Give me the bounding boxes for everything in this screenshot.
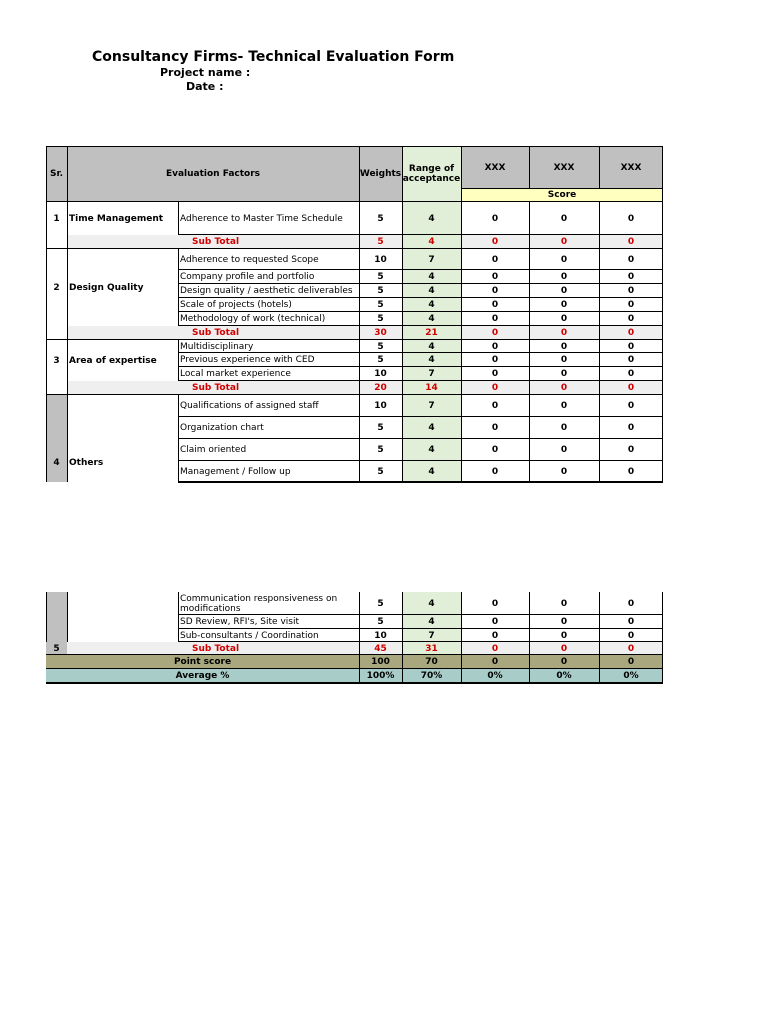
grid-line: [359, 367, 360, 381]
score-cell: 0: [560, 254, 568, 265]
weight-cell: 5: [377, 286, 384, 296]
score-cell: 0: [627, 401, 635, 411]
range-cell: 31: [425, 643, 438, 654]
section-number: 2: [53, 282, 60, 293]
grid-line: [662, 592, 663, 683]
grid-line: [599, 202, 600, 235]
grid-line: [46, 339, 663, 340]
grid-line: [599, 298, 600, 312]
grid-line: [359, 146, 360, 202]
score-cell: 0: [491, 237, 499, 247]
factor-cell: Design quality / aesthetic deliverables: [180, 286, 353, 296]
section-number: 1: [53, 213, 60, 224]
grid-line: [529, 312, 530, 326]
grid-line: [529, 353, 530, 367]
score-cell: 0: [560, 617, 568, 627]
grid-line: [178, 284, 179, 298]
range-header: Range of acceptance: [402, 164, 461, 184]
grid-line: [178, 592, 179, 642]
range-cell: 7: [428, 369, 435, 379]
factor-cell: Company profile and portfolio: [180, 272, 315, 282]
grid-line: [461, 381, 462, 395]
factor-cell: Qualifications of assigned staff: [180, 401, 319, 411]
grid-line: [529, 340, 530, 353]
weight-cell: 5: [377, 466, 384, 477]
grid-line: [402, 461, 403, 482]
average-range: 70%: [420, 671, 443, 681]
point-score-cell: 0: [560, 657, 568, 667]
grid-line: [529, 655, 530, 683]
score-cell: 0: [491, 643, 499, 654]
score-cell: 0: [560, 237, 568, 247]
score-cell: 0: [627, 617, 635, 627]
section-name: Others: [69, 458, 104, 468]
factor-cell: Claim oriented: [180, 445, 247, 455]
weight-cell: 10: [374, 630, 387, 641]
section-number: 3: [53, 355, 60, 366]
grid-line: [402, 340, 403, 353]
range-cell: 7: [428, 254, 435, 265]
range-cell: 4: [428, 300, 435, 310]
score-cell: 0: [491, 630, 499, 641]
score-cell: 0: [560, 643, 568, 654]
score-label: Score: [547, 190, 577, 200]
grid-line: [359, 202, 360, 235]
grid-line: [178, 461, 179, 482]
score-cell: 0: [627, 643, 635, 654]
grid-line: [599, 629, 600, 642]
score-cell: 0: [627, 328, 635, 338]
grid-line: [529, 439, 530, 461]
grid-line: [461, 642, 462, 655]
score-cell: 0: [560, 341, 568, 352]
factor-cell: Scale of projects (hotels): [180, 300, 292, 310]
grid-line: [599, 417, 600, 439]
score-cell: 0: [560, 598, 568, 609]
grid-line: [46, 682, 663, 684]
score-cell: 0: [627, 254, 635, 265]
grid-line: [662, 146, 663, 482]
score-cell: 0: [491, 328, 499, 338]
continuation-sr-background: [46, 592, 67, 642]
score-cell: 0: [491, 213, 499, 224]
grid-line: [359, 642, 360, 655]
date-label: Date :: [186, 80, 224, 93]
score-cell: 0: [491, 598, 499, 609]
grid-line: [402, 284, 403, 298]
range-cell: 21: [425, 328, 438, 338]
grid-line: [402, 270, 403, 284]
grid-line: [178, 367, 179, 381]
grid-line: [461, 146, 462, 202]
range-cell: 4: [428, 314, 435, 324]
weight-cell: 10: [374, 401, 387, 411]
weight-cell: 30: [374, 328, 387, 338]
factor-cell: Management / Follow up: [180, 466, 291, 477]
grid-line: [529, 461, 530, 482]
grid-line: [599, 592, 600, 615]
grid-line: [402, 417, 403, 439]
grid-line: [402, 629, 403, 642]
factor-cell: Organization chart: [180, 423, 264, 433]
grid-line: [402, 146, 403, 202]
score-cell: 0: [560, 423, 568, 433]
factor-cell: Multidisciplinary: [180, 341, 254, 352]
grid-line: [359, 249, 360, 270]
grid-line: [599, 146, 600, 188]
grid-line: [46, 248, 663, 249]
firm1-header: XXX: [484, 163, 506, 173]
score-cell: 0: [627, 355, 635, 365]
grid-line: [359, 629, 360, 642]
weight-cell: 5: [377, 423, 384, 433]
range-cell: 4: [428, 341, 435, 352]
grid-line: [359, 461, 360, 482]
score-cell: 0: [627, 630, 635, 641]
point-score-cell: 0: [491, 657, 499, 667]
grid-line: [461, 439, 462, 461]
form-title: Consultancy Firms- Technical Evaluation Form: [92, 49, 455, 65]
score-cell: 0: [627, 237, 635, 247]
grid-line: [529, 146, 530, 188]
grid-line: [529, 270, 530, 284]
score-cell: 0: [627, 423, 635, 433]
point-score-cell: 0: [627, 657, 635, 667]
grid-line: [599, 395, 600, 417]
score-cell: 0: [491, 401, 499, 411]
score-cell: 0: [627, 369, 635, 379]
weight-cell: 5: [377, 341, 384, 352]
score-cell: 0: [560, 314, 568, 324]
score-cell: 0: [491, 355, 499, 365]
grid-line: [461, 188, 663, 189]
grid-line: [529, 642, 530, 655]
grid-line: [599, 381, 600, 395]
grid-line: [461, 298, 462, 312]
grid-line: [529, 381, 530, 395]
score-cell: 0: [560, 355, 568, 365]
subtotal-label: Sub Total: [192, 237, 240, 247]
range-cell: 4: [428, 466, 435, 477]
grid-line: [529, 417, 530, 439]
score-cell: 0: [627, 383, 635, 393]
firm2-header: XXX: [553, 163, 575, 173]
weight-cell: 5: [377, 355, 384, 365]
score-cell: 0: [560, 272, 568, 282]
grid-line: [359, 312, 360, 326]
grid-line: [178, 312, 179, 326]
range-cell: 14: [425, 383, 438, 393]
point-range: 70: [425, 657, 438, 667]
grid-line: [178, 353, 179, 367]
grid-line: [461, 629, 462, 642]
grid-line: [529, 202, 530, 235]
factor-cell: Communication responsiveness on modifications: [180, 593, 338, 614]
score-cell: 0: [560, 328, 568, 338]
score-cell: 0: [491, 341, 499, 352]
score-cell: 0: [491, 383, 499, 393]
grid-line: [599, 655, 600, 683]
grid-line: [461, 353, 462, 367]
factor-cell: Local market experience: [180, 369, 291, 379]
grid-line: [402, 249, 403, 270]
score-cell: 0: [560, 300, 568, 310]
section-name: Design Quality: [69, 282, 144, 293]
grid-line: [461, 655, 462, 683]
weight-cell: 10: [374, 369, 387, 379]
section-name: Area of expertise: [69, 355, 157, 366]
score-cell: 0: [491, 254, 499, 265]
score-cell: 0: [491, 300, 499, 310]
grid-line: [402, 615, 403, 629]
grid-line: [529, 326, 530, 340]
range-cell: 4: [428, 598, 435, 609]
grid-line: [599, 284, 600, 298]
grid-line: [402, 642, 403, 655]
grid-line: [461, 461, 462, 482]
grid-line: [529, 367, 530, 381]
grid-line: [402, 381, 403, 395]
range-cell: 7: [428, 630, 435, 641]
grid-line: [359, 381, 360, 395]
score-cell: 0: [491, 286, 499, 296]
score-cell: 0: [560, 213, 568, 224]
firm3-header: XXX: [620, 163, 642, 173]
score-cell: 0: [627, 213, 635, 224]
grid-line: [178, 481, 663, 483]
grid-line: [599, 249, 600, 270]
grid-line: [599, 270, 600, 284]
score-cell: 0: [560, 401, 568, 411]
grid-line: [178, 417, 179, 439]
grid-line: [178, 249, 179, 270]
score-cell: 0: [560, 383, 568, 393]
range-cell: 7: [428, 401, 435, 411]
grid-line: [529, 284, 530, 298]
weight-cell: 5: [377, 314, 384, 324]
grid-line: [402, 367, 403, 381]
score-cell: 0: [560, 466, 568, 477]
grid-line: [529, 249, 530, 270]
grid-line: [402, 439, 403, 461]
grid-line: [599, 439, 600, 461]
subtotal-label: Sub Total: [192, 328, 240, 338]
average-label: Average %: [175, 671, 230, 681]
weight-cell: 5: [377, 213, 384, 224]
grid-line: [359, 340, 360, 353]
grid-line: [359, 417, 360, 439]
grid-line: [461, 615, 462, 629]
score-cell: 0: [560, 445, 568, 455]
grid-line: [529, 298, 530, 312]
grid-line: [461, 312, 462, 326]
grid-line: [359, 298, 360, 312]
grid-line: [529, 235, 530, 249]
grid-line: [402, 326, 403, 340]
grid-line: [461, 235, 462, 249]
weight-cell: 5: [377, 445, 384, 455]
grid-line: [461, 367, 462, 381]
grid-line: [461, 326, 462, 340]
grid-line: [402, 312, 403, 326]
weight-cell: 45: [374, 643, 387, 654]
score-cell: 0: [491, 423, 499, 433]
weight-cell: 5: [377, 617, 384, 627]
range-cell: 4: [428, 617, 435, 627]
grid-line: [359, 235, 360, 249]
grid-line: [461, 284, 462, 298]
weights-header: Weights: [359, 169, 402, 179]
grid-line: [599, 615, 600, 629]
score-cell: 0: [560, 286, 568, 296]
grid-line: [178, 395, 179, 417]
score-cell: 0: [627, 300, 635, 310]
grid-line: [529, 592, 530, 615]
grid-line: [529, 629, 530, 642]
grid-line: [359, 592, 360, 615]
grid-line: [461, 395, 462, 417]
range-cell: 4: [428, 355, 435, 365]
grid-line: [599, 235, 600, 249]
range-cell: 4: [428, 213, 435, 224]
grid-line: [402, 592, 403, 615]
score-cell: 0: [491, 369, 499, 379]
factor-cell: Previous experience with CED: [180, 355, 315, 365]
score-cell: 0: [491, 617, 499, 627]
range-cell: 4: [428, 237, 435, 247]
point-score-label: Point score: [173, 657, 232, 667]
grid-line: [359, 270, 360, 284]
score-cell: 0: [627, 286, 635, 296]
grid-line: [529, 395, 530, 417]
average-cell: 0%: [556, 671, 572, 681]
subtotal-label: Sub Total: [192, 643, 240, 654]
average-cell: 0%: [623, 671, 639, 681]
grid-line: [359, 284, 360, 298]
range-cell: 4: [428, 423, 435, 433]
factor-cell: Adherence to Master Time Schedule: [180, 213, 343, 224]
grid-line: [46, 146, 663, 147]
grid-line: [402, 655, 403, 683]
score-cell: 0: [491, 272, 499, 282]
point-weight: 100: [371, 657, 390, 667]
weight-cell: 5: [377, 598, 384, 609]
score-cell: 0: [491, 466, 499, 477]
grid-line: [461, 270, 462, 284]
grid-line: [402, 235, 403, 249]
grid-line: [359, 439, 360, 461]
score-cell: 0: [627, 272, 635, 282]
score-cell: 0: [627, 466, 635, 477]
grid-line: [359, 395, 360, 417]
grid-line: [178, 270, 179, 284]
section-number: 5: [53, 643, 60, 654]
grid-line: [178, 340, 179, 353]
score-cell: 0: [627, 445, 635, 455]
grid-line: [461, 417, 462, 439]
grid-line: [599, 642, 600, 655]
grid-line: [359, 615, 360, 629]
grid-line: [461, 249, 462, 270]
grid-line: [46, 201, 663, 202]
grid-line: [599, 353, 600, 367]
grid-line: [402, 395, 403, 417]
factors-header: Evaluation Factors: [165, 169, 261, 179]
grid-line: [461, 202, 462, 235]
score-cell: 0: [560, 630, 568, 641]
average-weight: 100%: [366, 671, 395, 681]
grid-line: [359, 655, 360, 683]
average-cell: 0%: [487, 671, 503, 681]
weight-cell: 5: [377, 237, 384, 247]
score-cell: 0: [627, 341, 635, 352]
range-cell: 4: [428, 445, 435, 455]
grid-line: [599, 367, 600, 381]
grid-line: [402, 298, 403, 312]
grid-line: [402, 353, 403, 367]
range-cell: 4: [428, 286, 435, 296]
grid-line: [599, 340, 600, 353]
grid-line: [178, 298, 179, 312]
score-cell: 0: [491, 445, 499, 455]
range-cell: 4: [428, 272, 435, 282]
score-cell: 0: [491, 314, 499, 324]
score-cell: 0: [627, 314, 635, 324]
subtotal-label: Sub Total: [192, 383, 240, 393]
grid-line: [402, 202, 403, 235]
grid-line: [599, 312, 600, 326]
score-cell: 0: [627, 598, 635, 609]
factor-cell: Methodology of work (technical): [180, 314, 326, 324]
section-name: Time Management: [69, 213, 164, 224]
grid-line: [599, 461, 600, 482]
factor-cell: SD Review, RFI's, Site visit: [180, 617, 299, 627]
section-number: 4: [53, 458, 60, 468]
weight-cell: 20: [374, 383, 387, 393]
factor-cell: Adherence to requested Scope: [180, 254, 319, 265]
grid-line: [178, 202, 179, 235]
grid-line: [46, 394, 663, 395]
weight-cell: 5: [377, 272, 384, 282]
grid-line: [46, 146, 47, 482]
weight-cell: 10: [374, 254, 387, 265]
grid-line: [461, 340, 462, 353]
grid-line: [67, 146, 68, 482]
grid-line: [359, 326, 360, 340]
project-name-label: Project name :: [160, 66, 251, 79]
grid-line: [599, 326, 600, 340]
grid-line: [359, 353, 360, 367]
sr-header: Sr.: [49, 169, 64, 179]
grid-line: [461, 592, 462, 615]
factor-cell: Sub-consultants / Coordination: [180, 630, 319, 641]
score-cell: 0: [560, 369, 568, 379]
weight-cell: 5: [377, 300, 384, 310]
grid-line: [529, 615, 530, 629]
grid-line: [178, 439, 179, 461]
